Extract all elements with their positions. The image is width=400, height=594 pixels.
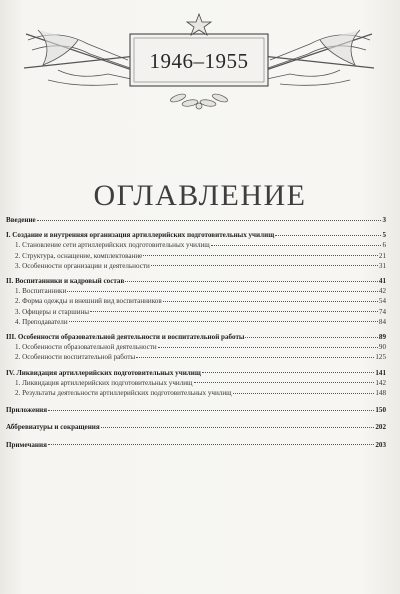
toc-entry-part2-2[interactable]: 2. Форма одежды и внешний вид воспитанников 54 (15, 297, 386, 306)
dot-leader (136, 357, 374, 358)
dot-leader (245, 337, 377, 338)
dot-leader (90, 311, 378, 312)
dot-leader (163, 301, 378, 302)
toc-entry-part2-4[interactable]: 4. Преподаватели 84 (15, 317, 386, 326)
toc-entry-notes[interactable]: Примечания 203 (6, 440, 386, 449)
dot-leader (37, 220, 382, 221)
toc-entry-part2-1[interactable]: 1. Воспитанники 42 (15, 287, 386, 296)
dot-leader (67, 291, 378, 292)
banner-years: 1946–1955 (149, 49, 249, 73)
dot-leader (202, 372, 375, 373)
dot-leader (69, 321, 378, 322)
toc-entry-part3-2[interactable]: 2. Особенности воспитательной работы 125 (15, 353, 386, 362)
dot-leader (48, 444, 374, 445)
toc-entry-part1-2[interactable]: 2. Структура, оснащение, комплектование 21 (15, 251, 386, 260)
dot-leader (233, 393, 375, 394)
toc-entry-part2-3[interactable]: 3. Офицеры и старшины 74 (15, 307, 386, 316)
decorative-banner (18, 10, 380, 118)
toc-entry-part4-2[interactable]: 2. Результаты деятельности артиллерийских подготовительных училищ 148 (15, 389, 386, 398)
toc-entry-part4[interactable]: IV. Ликвидация артиллерийских подготовительных училищ 141 (6, 368, 386, 377)
toc-entry-part4-1[interactable]: 1. Ликвидация артиллерийских подготовительных училищ 142 (15, 378, 386, 387)
toc-entry-intro[interactable]: Введение 3 (6, 216, 386, 224)
dot-leader (48, 410, 374, 411)
toc-entry-abbreviations[interactable]: Аббревиатуры и сокращения 202 (6, 423, 386, 432)
dot-leader (158, 347, 378, 348)
toc-entry-part2[interactable]: II. Воспитанники и кадровый состав 41 (6, 277, 386, 286)
banner-emblem-icon (18, 10, 380, 118)
toc-entry-part1-3[interactable]: 3. Особенности организации и деятельности 31 (15, 261, 386, 270)
dot-leader (151, 265, 378, 266)
table-of-contents (6, 215, 386, 450)
toc-entry-part3-1[interactable]: 1. Особенности образовательной деятельности 90 (15, 343, 386, 352)
toc-entry-part1[interactable]: I. Создание и внутренняя организация артиллерийских подготовительных училищ 5 (6, 231, 386, 240)
page-title: ОГЛАВЛЕНИЕ (93, 179, 307, 212)
dot-leader (143, 255, 378, 256)
dot-leader (101, 427, 375, 428)
dot-leader (275, 235, 381, 236)
dot-leader (194, 382, 375, 383)
toc-entry-appendix[interactable]: Приложения 150 (6, 406, 386, 415)
toc-entry-part3[interactable]: III. Особенности образовательной деятельности и воспитательной работы 89 (6, 333, 386, 342)
dot-leader (125, 281, 378, 282)
toc-entry-part1-1[interactable]: 1. Становление сети артиллерийских подготовительных училищ 6 (15, 241, 386, 250)
dot-leader (211, 245, 382, 246)
